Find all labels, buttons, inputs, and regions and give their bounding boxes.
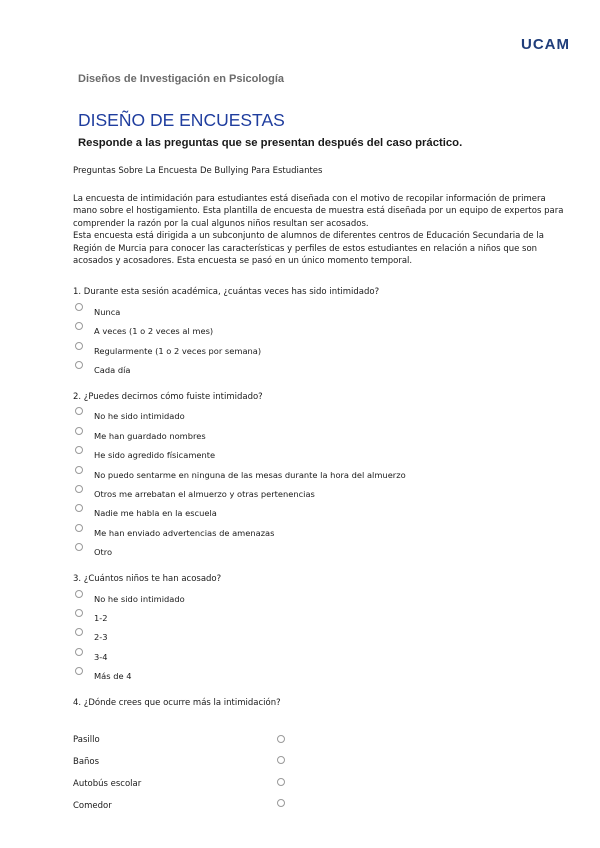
radio-button[interactable]	[75, 485, 83, 493]
question-2-text: 2. ¿Puedes decirnos cómo fuiste intimidado?	[73, 392, 263, 402]
radio-button[interactable]	[75, 407, 83, 415]
page-title: DISEÑO DE ENCUESTAS	[78, 110, 285, 130]
course-title: Diseños de Investigación en Psicología	[78, 73, 285, 85]
radio-button[interactable]	[75, 543, 83, 551]
location-label: Baños	[73, 757, 100, 767]
radio-button[interactable]	[75, 446, 83, 454]
option-label: Cada día	[94, 365, 131, 375]
question-4-text: 4. ¿Dónde crees que ocurre más la intimidación?	[73, 698, 281, 708]
radio-button[interactable]	[75, 628, 83, 636]
radio-button[interactable]	[75, 361, 83, 369]
option-label: No he sido intimidado	[94, 594, 185, 604]
radio-button[interactable]	[75, 648, 83, 656]
location-label: Autobús escolar	[73, 779, 142, 789]
option-label: Nunca	[94, 307, 121, 317]
subtitle: Responde a las preguntas que se presentan después del caso práctico.	[78, 137, 463, 149]
intro-paragraph: Esta encuesta está dirigida a un subconjunto de alumnos de diferentes centros de Educación Secundaria de la Región de Murcia para conocer las características y perfiles de estos estudiantes en relación a niños que son acosados y acosadores. Esta encuesta se pasó en un único momento temporal.	[73, 231, 544, 267]
option-label: He sido agredido físicamente	[94, 450, 216, 460]
question-1-option[interactable]	[75, 305, 120, 319]
location-radio[interactable]	[277, 735, 285, 743]
option-label: Otros me arrebatan el almuerzo y otras pertenencias	[94, 489, 315, 499]
location-label: Pasillo	[73, 735, 100, 745]
option-label: Otro	[94, 547, 113, 557]
question-2-option[interactable]	[75, 545, 112, 559]
option-label: Nadie me habla en la escuela	[94, 508, 217, 518]
radio-button[interactable]	[75, 524, 83, 532]
radio-button[interactable]	[75, 466, 83, 474]
question-2-option[interactable]	[75, 448, 215, 462]
option-label: 2-3	[94, 632, 108, 642]
radio-button[interactable]	[75, 667, 83, 675]
option-label: No puedo sentarme en ninguna de las mesas durante la hora del almuerzo	[94, 470, 406, 480]
radio-button[interactable]	[75, 504, 83, 512]
question-2-option[interactable]	[75, 468, 406, 482]
question-2-option[interactable]	[75, 526, 274, 540]
option-label: Me han enviado advertencias de amenazas	[94, 528, 275, 538]
question-3-option[interactable]	[75, 650, 108, 664]
location-radio[interactable]	[277, 756, 285, 764]
question-1-option[interactable]	[75, 344, 261, 358]
option-label: Regularmente (1 o 2 veces por semana)	[94, 346, 262, 356]
question-1-text: 1. Durante esta sesión académica, ¿cuántas veces has sido intimidado?	[73, 287, 380, 297]
option-label: No he sido intimidado	[94, 411, 185, 421]
option-label: A veces (1 o 2 veces al mes)	[94, 326, 214, 336]
question-2-option[interactable]	[75, 409, 185, 423]
survey-heading: Preguntas Sobre La Encuesta De Bullying Para Estudiantes	[73, 166, 323, 176]
option-label: 3-4	[94, 652, 108, 662]
radio-button[interactable]	[75, 609, 83, 617]
location-radio[interactable]	[277, 778, 285, 786]
question-2-option[interactable]	[75, 506, 217, 520]
location-radio[interactable]	[277, 799, 285, 807]
radio-button[interactable]	[75, 303, 83, 311]
radio-button[interactable]	[75, 590, 83, 598]
question-2-option[interactable]	[75, 429, 206, 443]
question-3-option[interactable]	[75, 630, 108, 644]
option-label: Me han guardado nombres	[94, 431, 206, 441]
radio-button[interactable]	[75, 427, 83, 435]
intro-paragraph: La encuesta de intimidación para estudiantes está diseñada con el motivo de recopilar información de primera mano sobre el hostigamiento. Esta plantilla de encuesta de muestra está diseñada por un equipo de expertos para comprender la razón por la cual algunos niños resultan ser acosados.	[73, 194, 564, 229]
ucam-logo: UCAM	[521, 36, 570, 53]
radio-button[interactable]	[75, 322, 83, 330]
question-3-option[interactable]	[75, 611, 108, 625]
option-label: 1-2	[94, 613, 108, 623]
question-2-option[interactable]	[75, 487, 315, 501]
question-3-text: 3. ¿Cuántos niños te han acosado?	[73, 574, 222, 584]
option-label: Más de 4	[94, 671, 132, 681]
question-3-option[interactable]	[75, 592, 185, 606]
question-1-option[interactable]	[75, 363, 131, 377]
intro-text	[73, 193, 568, 267]
question-3-option[interactable]	[75, 669, 132, 683]
location-label: Comedor	[73, 801, 112, 811]
radio-button[interactable]	[75, 342, 83, 350]
question-1-option[interactable]	[75, 324, 213, 338]
